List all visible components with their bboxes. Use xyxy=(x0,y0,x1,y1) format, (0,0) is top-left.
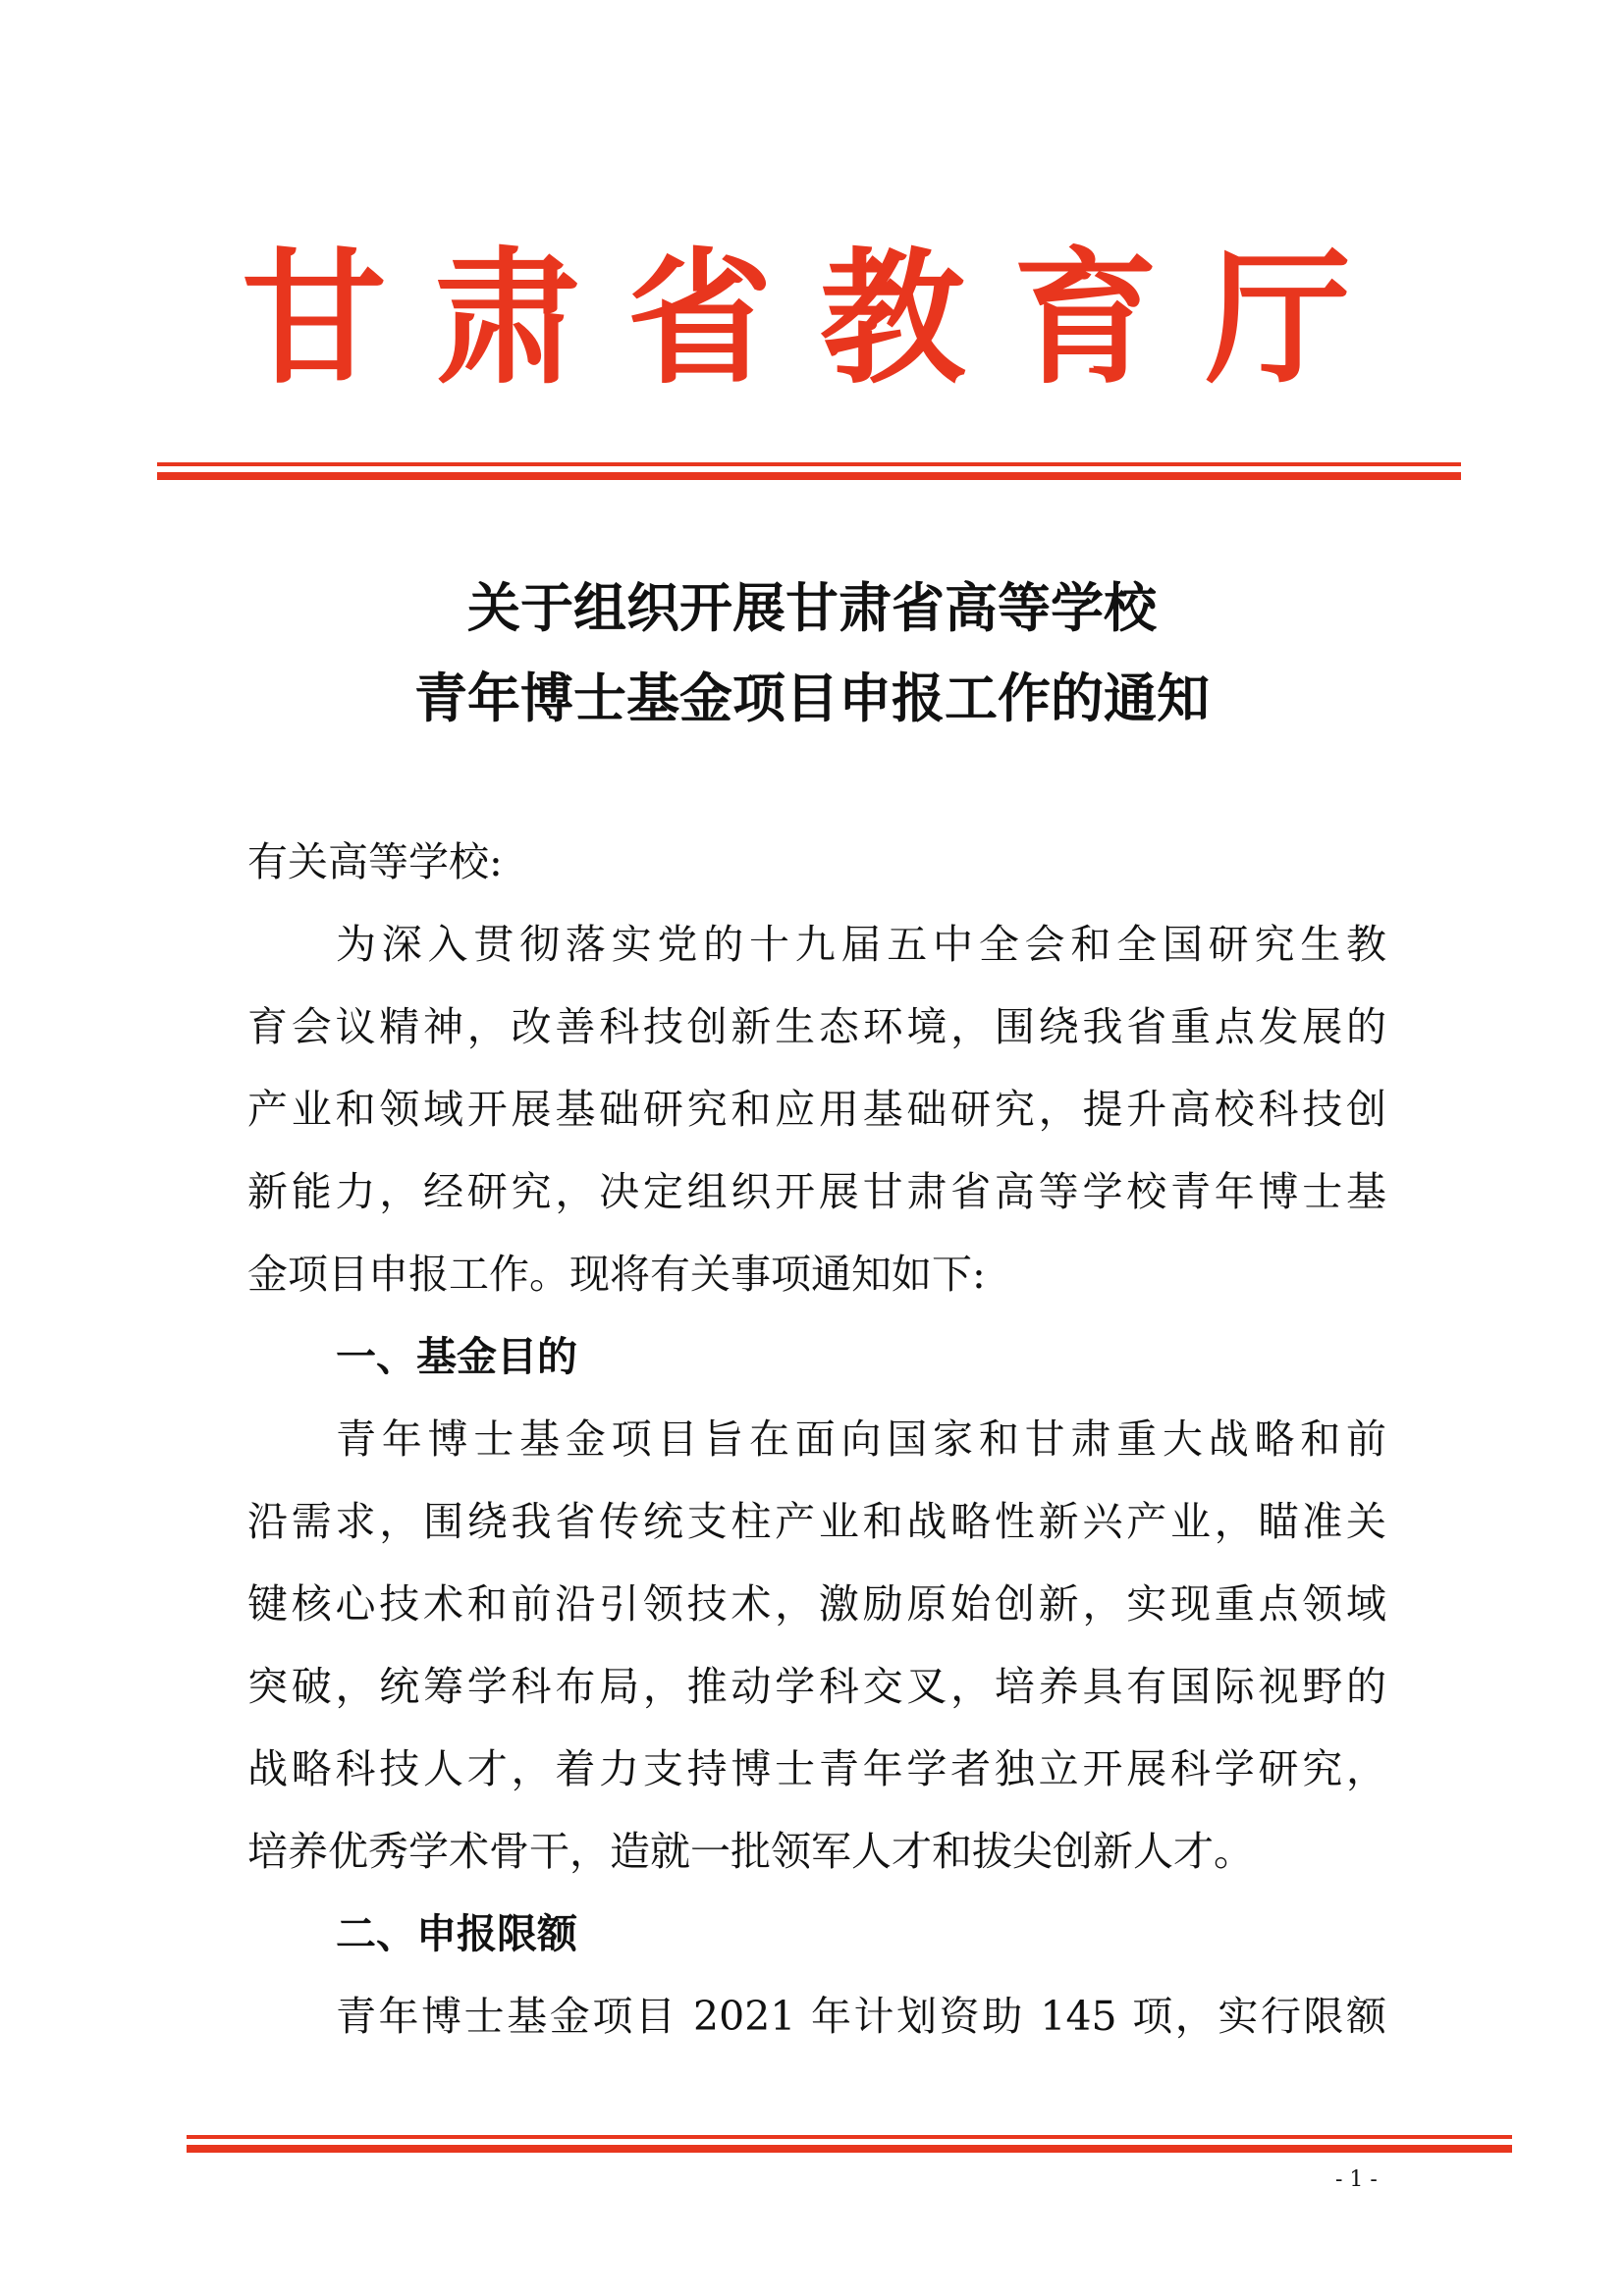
paragraph-line: 产业和领域开展基础研究和应用基础研究，提升高校科技创 xyxy=(247,1086,1386,1133)
masthead-char: 省 xyxy=(626,235,773,403)
paragraph-line: 沿需求，围绕我省传统支柱产业和战略性新兴产业，瞄准关 xyxy=(247,1498,1386,1545)
section-heading: 一、基金目的 xyxy=(336,1333,577,1380)
section-heading: 二、申报限额 xyxy=(336,1910,577,1957)
masthead-char: 肃 xyxy=(434,235,580,403)
paragraph-line: 新能力，经研究，决定组织开展甘肃省高等学校青年博士基 xyxy=(247,1168,1386,1215)
document-title-line-2: 青年博士基金项目申报工作的通知 xyxy=(414,667,1210,729)
masthead-char: 育 xyxy=(1012,235,1159,403)
paragraph-line: 培养优秀学术骨干，造就一批领军人才和拔尖创新人才。 xyxy=(247,1828,1254,1875)
paragraph-line: 突破，统筹学科布局，推动学科交叉，培养具有国际视野的 xyxy=(247,1663,1386,1710)
paragraph-line: 战略科技人才，着力支持博士青年学者独立开展科学研究， xyxy=(247,1745,1386,1792)
paragraph-line: 青年博士基金项目 2021 年计划资助 145 项，实行限额 xyxy=(336,1993,1386,2040)
page-number: - 1 - xyxy=(1335,2167,1378,2192)
masthead-char: 甘 xyxy=(242,235,387,403)
paragraph-line: 键核心技术和前沿引领技术，激励原始创新，实现重点领域 xyxy=(247,1580,1386,1628)
org-masthead xyxy=(242,236,1351,402)
paragraph-line: 青年博士基金项目旨在面向国家和甘肃重大战略和前 xyxy=(336,1415,1386,1463)
salutation: 有关高等学校: xyxy=(247,838,503,885)
footer-rule-thick xyxy=(187,2145,1512,2153)
document-title-line-1: 关于组织开展甘肃省高等学校 xyxy=(467,576,1157,639)
paragraph-line: 金项目申报工作。现将有关事项通知如下: xyxy=(247,1251,986,1298)
footer-rule-thin xyxy=(187,2135,1512,2139)
paragraph-line: 为深入贯彻落实党的十九届五中全会和全国研究生教 xyxy=(336,921,1386,968)
header-rule-thick xyxy=(157,472,1461,480)
masthead-char: 教 xyxy=(820,235,966,403)
masthead-char: 厅 xyxy=(1205,235,1351,403)
header-rule-thin xyxy=(157,462,1461,466)
paragraph-line: 育会议精神，改善科技创新生态环境，围绕我省重点发展的 xyxy=(247,1003,1386,1050)
